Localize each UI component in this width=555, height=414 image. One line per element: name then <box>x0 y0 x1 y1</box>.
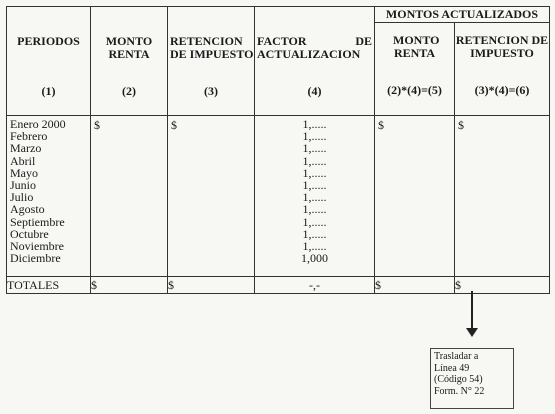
factor-title <box>255 35 374 61</box>
period-item: Julio <box>10 190 34 205</box>
monto-renta-number: (2) <box>122 84 136 98</box>
monto-renta-currency: $ <box>94 118 100 132</box>
factor-item: 1,000 <box>301 251 328 266</box>
factor-item: 1,..... <box>302 129 327 144</box>
factor-item: 1,..... <box>302 141 327 156</box>
totals-label: TOTALES <box>7 277 91 294</box>
factor-item: 1,..... <box>302 153 327 168</box>
retencion-number: (3) <box>204 84 218 98</box>
period-item: Marzo <box>10 141 42 156</box>
note-line: Línea 49 <box>434 362 470 374</box>
factor-item: 1,..... <box>302 214 327 229</box>
down-arrow-icon <box>471 291 473 330</box>
header-monto-renta-act <box>375 23 455 116</box>
monto-renta-cell <box>91 116 168 277</box>
period-item: Junio <box>10 178 37 193</box>
monto-renta-act-number: (2)*(4)=(5) <box>387 83 442 98</box>
retencion-act-currency: $ <box>458 118 464 132</box>
factor-item: 1,..... <box>302 239 327 254</box>
factor-number: (4) <box>307 84 322 98</box>
header-periodos <box>7 7 91 116</box>
factor-cell <box>255 116 375 277</box>
montos-actualizados-header: MONTOS ACTUALIZADOS <box>375 7 550 23</box>
note-line: Form. N° 22 <box>434 385 485 397</box>
arrow-head-icon <box>466 328 478 337</box>
factor-item: 1,..... <box>302 226 327 241</box>
periodos-title: PERIODOS <box>17 34 80 48</box>
factor-item: 1,..... <box>302 117 327 131</box>
factor-item: 1,..... <box>302 190 327 205</box>
actualization-table <box>6 6 550 294</box>
period-item: Enero 2000 <box>10 117 66 131</box>
period-item: Agosto <box>10 202 45 217</box>
totals-retencion: $ <box>168 277 255 294</box>
factor-title-left: FACTOR <box>257 34 307 48</box>
monto-renta-act-cell <box>375 116 455 277</box>
totals-monto-act: $ <box>375 277 455 294</box>
retencion-cell <box>168 116 255 277</box>
totals-retencion-act: $ <box>455 277 550 294</box>
period-item: Diciembre <box>10 251 61 266</box>
note-line: Trasladar a <box>434 351 479 362</box>
header-retencion-act <box>455 23 550 116</box>
period-item: Noviembre <box>10 239 64 254</box>
totals-factor: -,- <box>255 277 375 294</box>
retencion-act-number: (3)*(4)=(6) <box>474 83 530 98</box>
factor-list <box>255 116 374 264</box>
totals-row <box>7 277 550 294</box>
periods-cell <box>7 116 91 277</box>
periods-list <box>7 116 90 264</box>
period-item: Febrero <box>10 129 48 144</box>
header-monto-renta <box>91 7 168 116</box>
period-item: Septiembre <box>10 214 65 229</box>
factor-title-line2: ACTUALIZACION <box>257 47 361 61</box>
transfer-note <box>430 348 514 409</box>
factor-item: 1,..... <box>302 202 327 217</box>
retencion-title: RETENCION DE IMPUESTO <box>170 34 254 61</box>
factor-item: 1,..... <box>302 178 327 193</box>
header-factor <box>255 7 375 116</box>
totals-monto: $ <box>91 277 168 294</box>
period-item: Mayo <box>10 165 38 180</box>
factor-item: 1,..... <box>302 165 327 180</box>
retencion-act-cell <box>455 116 550 277</box>
retencion-currency: $ <box>171 118 177 132</box>
monto-renta-title: MONTO RENTA <box>105 34 153 61</box>
retencion-act-title: RETENCION DE IMPUESTO <box>455 33 549 61</box>
note-line: (Código 54) <box>434 374 483 385</box>
period-item: Octubre <box>10 226 49 241</box>
period-item: Abril <box>10 153 36 168</box>
periodos-number: (1) <box>41 84 56 98</box>
monto-renta-act-title: MONTO RENTA <box>393 33 440 61</box>
monto-renta-act-currency: $ <box>378 118 384 132</box>
factor-title-right: DE <box>355 34 372 48</box>
header-retencion <box>168 7 255 116</box>
